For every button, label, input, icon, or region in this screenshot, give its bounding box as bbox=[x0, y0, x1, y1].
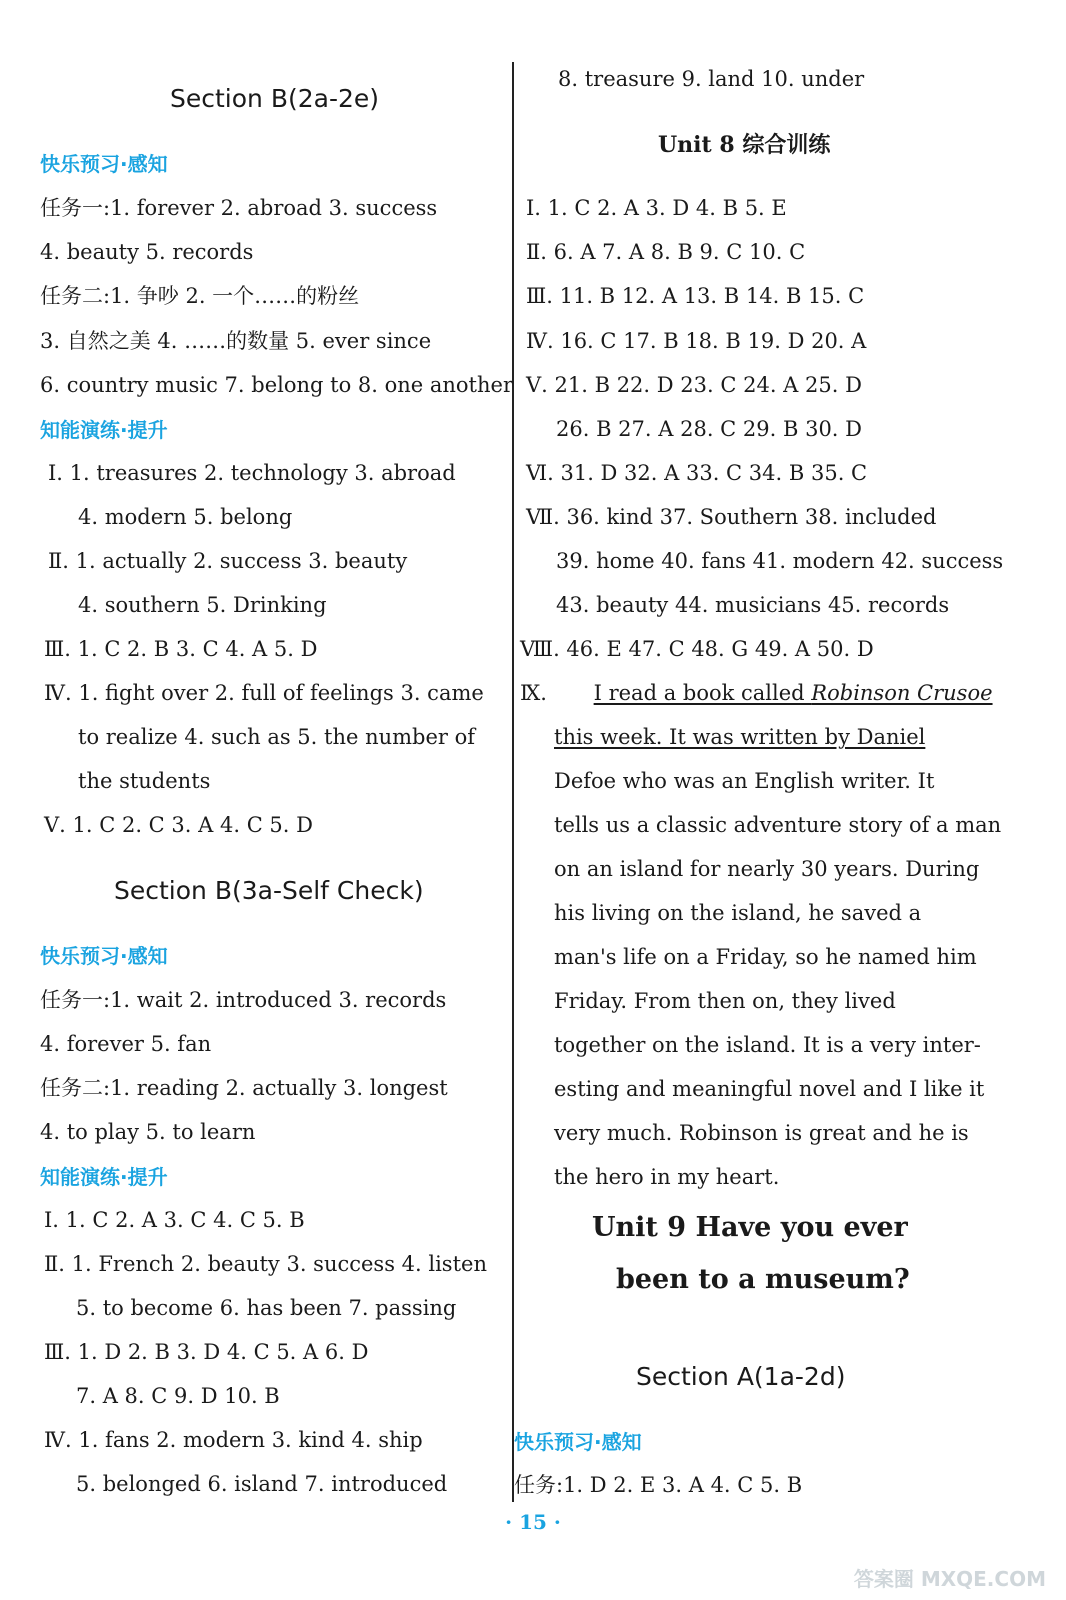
answer-line: Ⅴ. 21. B 22. D 23. C 24. A 25. D bbox=[526, 373, 862, 397]
unit-title: been to a museum? bbox=[616, 1264, 910, 1295]
answer-line: 5. belonged 6. island 7. introduced bbox=[76, 1472, 448, 1496]
unit-title: Unit 9 Have you ever bbox=[592, 1212, 908, 1243]
question-number: Ⅸ. bbox=[520, 681, 547, 705]
book-title: Robinson Crusoe bbox=[811, 681, 993, 705]
answer-line: 6. country music 7. belong to 8. one another bbox=[40, 373, 513, 397]
essay-line bbox=[554, 722, 925, 752]
answer-line: Ⅱ. 1. French 2. beauty 3. success 4. listen bbox=[44, 1252, 487, 1276]
section-title: Section B(2a-2e) bbox=[170, 84, 380, 113]
subheading-practice: 知能演练·提升 bbox=[40, 418, 168, 442]
essay-line: Friday. From then on, they lived bbox=[554, 989, 896, 1013]
answer-line: Ⅱ. 1. actually 2. success 3. beauty bbox=[48, 549, 408, 573]
subheading-preview: 快乐预习·感知 bbox=[40, 152, 168, 176]
essay-text: this week. It was written by Daniel bbox=[554, 725, 926, 749]
answer-line: Ⅴ. 1. C 2. C 3. A 4. C 5. D bbox=[44, 813, 313, 837]
essay-line: very much. Robinson is great and he is bbox=[554, 1121, 969, 1145]
subheading-preview: 快乐预习·感知 bbox=[40, 944, 168, 968]
essay-line: tells us a classic adventure story of a man bbox=[554, 813, 1002, 837]
essay-text: I read a book called bbox=[593, 681, 812, 705]
answer-line: Ⅱ. 6. A 7. A 8. B 9. C 10. C bbox=[526, 240, 806, 264]
answer-line: 4. beauty 5. records bbox=[40, 240, 254, 264]
answer-line: Ⅳ. 16. C 17. B 18. B 19. D 20. A bbox=[526, 329, 867, 353]
page-number: · 15 · bbox=[505, 1510, 561, 1534]
answer-line: Ⅲ. 1. D 2. B 3. D 4. C 5. A 6. D bbox=[44, 1340, 369, 1364]
answer-line: Ⅶ. 36. kind 37. Southern 38. included bbox=[526, 505, 937, 529]
answer-line: 任务二:1. reading 2. actually 3. longest bbox=[40, 1076, 448, 1100]
unit-title: Unit 8 综合训练 bbox=[658, 132, 831, 158]
essay-line: together on the island. It is a very inter- bbox=[554, 1033, 981, 1057]
answer-line: 4. modern 5. belong bbox=[78, 505, 293, 529]
answer-line: 5. to become 6. has been 7. passing bbox=[76, 1296, 457, 1320]
section-title: Section A(1a-2d) bbox=[636, 1362, 846, 1391]
answer-line: 任务一:1. wait 2. introduced 3. records bbox=[40, 988, 447, 1012]
essay-line: the hero in my heart. bbox=[554, 1165, 780, 1189]
answer-line: Ⅰ. 1. treasures 2. technology 3. abroad bbox=[48, 461, 456, 485]
answer-line: 任务:1. D 2. E 3. A 4. C 5. B bbox=[514, 1473, 803, 1497]
column-divider bbox=[512, 62, 514, 1502]
essay-line: his living on the island, he saved a bbox=[554, 901, 922, 925]
answer-line: Ⅷ. 46. E 47. C 48. G 49. A 50. D bbox=[520, 637, 874, 661]
essay-line: Defoe who was an English writer. It bbox=[554, 769, 935, 793]
answer-line: Ⅵ. 31. D 32. A 33. C 34. B 35. C bbox=[526, 461, 868, 485]
section-title: Section B(3a-Self Check) bbox=[114, 876, 424, 905]
essay-underlined-start bbox=[594, 681, 993, 705]
answer-line: 任务一:1. forever 2. abroad 3. success bbox=[40, 196, 438, 220]
answer-line: 26. B 27. A 28. C 29. B 30. D bbox=[556, 417, 862, 441]
answer-line: Ⅰ. 1. C 2. A 3. C 4. C 5. B bbox=[44, 1208, 305, 1232]
essay-line: on an island for nearly 30 years. During bbox=[554, 857, 980, 881]
answer-line: Ⅲ. 1. C 2. B 3. C 4. A 5. D bbox=[44, 637, 318, 661]
essay-line: man's life on a Friday, so he named him bbox=[554, 945, 977, 969]
essay-first-line bbox=[520, 678, 993, 708]
answer-line: Ⅰ. 1. C 2. A 3. D 4. B 5. E bbox=[526, 196, 787, 220]
answer-line: 8. treasure 9. land 10. under bbox=[558, 67, 865, 91]
subheading-practice: 知能演练·提升 bbox=[40, 1165, 168, 1189]
answer-line: Ⅳ. 1. fans 2. modern 3. kind 4. ship bbox=[44, 1428, 423, 1452]
answer-line: 43. beauty 44. musicians 45. records bbox=[556, 593, 950, 617]
subheading-preview: 快乐预习·感知 bbox=[514, 1430, 642, 1454]
watermark: 答案圈 MXQE.COM bbox=[853, 1567, 1046, 1591]
answer-line: 7. A 8. C 9. D 10. B bbox=[76, 1384, 280, 1408]
answer-line: Ⅳ. 1. fight over 2. full of feelings 3. came bbox=[44, 681, 484, 705]
answer-line: 4. forever 5. fan bbox=[40, 1032, 212, 1056]
answer-line: 3. 自然之美 4. ……的数量 5. ever since bbox=[40, 329, 432, 353]
answer-line: 4. southern 5. Drinking bbox=[78, 593, 327, 617]
answer-line: 任务二:1. 争吵 2. 一个……的粉丝 bbox=[40, 284, 360, 308]
answer-line: 39. home 40. fans 41. modern 42. success bbox=[556, 549, 1004, 573]
answer-line: Ⅲ. 11. B 12. A 13. B 14. B 15. C bbox=[526, 284, 865, 308]
answer-line: 4. to play 5. to learn bbox=[40, 1120, 256, 1144]
essay-line: esting and meaningful novel and I like it bbox=[554, 1077, 985, 1101]
answer-line: to realize 4. such as 5. the number of bbox=[78, 725, 476, 749]
answer-line: the students bbox=[78, 769, 211, 793]
